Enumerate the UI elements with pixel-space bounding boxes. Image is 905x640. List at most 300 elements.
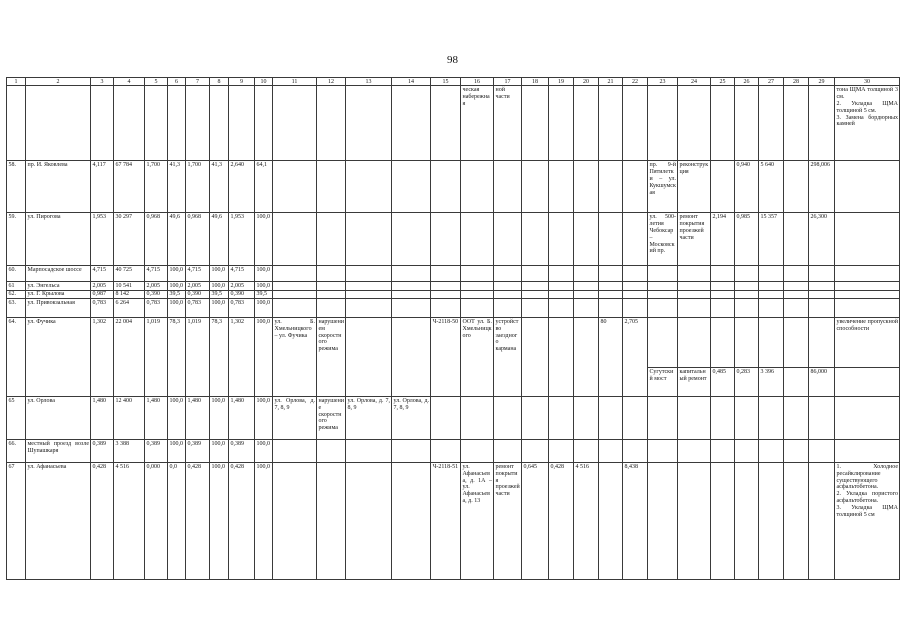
table-cell: ул. Орлова, д. 7, 8, 9 xyxy=(392,397,431,440)
table-cell xyxy=(623,290,648,298)
row-number-cell: 65 xyxy=(7,397,26,440)
table-cell: 4 516 xyxy=(574,463,599,580)
table-cell: 1,480 xyxy=(229,397,255,440)
table-cell: 1,480 xyxy=(91,397,114,440)
table-cell xyxy=(711,318,735,368)
table-cell: 2,005 xyxy=(145,282,168,290)
table-cell: 0,428 xyxy=(186,463,210,580)
table-cell xyxy=(784,397,809,440)
table-row xyxy=(7,161,900,213)
table-cell: 15 357 xyxy=(759,213,784,266)
street-name-cell: ул. Орлова xyxy=(26,397,91,440)
table-cell xyxy=(494,282,522,290)
table-cell xyxy=(599,86,623,161)
table-cell xyxy=(784,368,809,397)
table-cell: 100,0 xyxy=(255,397,273,440)
table-cell xyxy=(784,299,809,318)
table-cell xyxy=(648,266,678,282)
table-cell: 1,019 xyxy=(186,318,210,397)
column-number: 8 xyxy=(210,78,229,86)
column-number: 30 xyxy=(835,78,900,86)
table-row xyxy=(7,397,900,440)
table-cell xyxy=(392,266,431,282)
table-cell xyxy=(735,318,759,368)
table-cell: 49,6 xyxy=(168,213,186,266)
table-cell xyxy=(784,86,809,161)
table-cell xyxy=(678,463,711,580)
table-cell xyxy=(784,463,809,580)
table-cell: 0,783 xyxy=(229,299,255,318)
table-row xyxy=(7,440,900,463)
table-cell: увеличение пропускной способности xyxy=(835,318,900,368)
table-cell xyxy=(494,397,522,440)
table-cell: 0,428 xyxy=(229,463,255,580)
table-cell: 100,0 xyxy=(255,213,273,266)
row-number-cell: 60. xyxy=(7,266,26,282)
table-cell xyxy=(623,213,648,266)
table-cell: 0,389 xyxy=(91,440,114,463)
table-cell xyxy=(431,266,461,282)
table-cell xyxy=(431,213,461,266)
table-cell: 0,428 xyxy=(91,463,114,580)
table-cell: 0,390 xyxy=(229,290,255,298)
table-cell xyxy=(317,440,346,463)
column-number: 12 xyxy=(317,78,346,86)
table-cell xyxy=(549,213,574,266)
table-cell xyxy=(574,299,599,318)
table-cell xyxy=(392,282,431,290)
table-cell: 0,389 xyxy=(229,440,255,463)
table-cell xyxy=(522,161,549,213)
street-name-cell: пр. И. Яковлева xyxy=(26,161,91,213)
table-cell xyxy=(522,213,549,266)
table-cell: 100,0 xyxy=(210,397,229,440)
table-cell: ной части xyxy=(494,86,522,161)
table-cell xyxy=(623,397,648,440)
column-number: 10 xyxy=(255,78,273,86)
table-cell xyxy=(759,282,784,290)
table-cell xyxy=(623,440,648,463)
table-cell xyxy=(711,440,735,463)
column-number: 19 xyxy=(549,78,574,86)
column-number: 22 xyxy=(623,78,648,86)
column-number: 23 xyxy=(648,78,678,86)
table-cell xyxy=(494,440,522,463)
table-cell xyxy=(574,318,599,397)
column-number: 6 xyxy=(168,78,186,86)
table-cell: капитальный ремонт xyxy=(678,368,711,397)
table-cell xyxy=(273,290,317,298)
table-cell xyxy=(549,266,574,282)
table-cell xyxy=(648,318,678,368)
street-name-cell xyxy=(26,86,91,161)
table-cell: 100,0 xyxy=(255,318,273,397)
table-cell: 12 400 xyxy=(114,397,145,440)
table-cell xyxy=(461,440,494,463)
table-cell: 100,0 xyxy=(255,299,273,318)
table-cell xyxy=(735,290,759,298)
street-name-cell: ул. Энгельса xyxy=(26,282,91,290)
table-cell xyxy=(735,86,759,161)
table-cell xyxy=(784,282,809,290)
table-cell xyxy=(835,397,900,440)
table-cell: 4,715 xyxy=(186,266,210,282)
table-cell xyxy=(759,397,784,440)
row-number-cell xyxy=(7,86,26,161)
table-cell xyxy=(392,318,431,397)
column-number: 1 xyxy=(7,78,26,86)
table-cell xyxy=(623,266,648,282)
table-cell xyxy=(835,161,900,213)
table-cell: ремонт покрытия проезжей части xyxy=(678,213,711,266)
table-cell: Сугутский мост xyxy=(648,368,678,397)
table-cell xyxy=(346,266,392,282)
table-cell: 298,006 xyxy=(809,161,835,213)
table-cell xyxy=(784,318,809,368)
table-cell: 8,438 xyxy=(623,463,648,580)
table-cell xyxy=(522,318,549,397)
table-cell xyxy=(494,213,522,266)
table-cell: 30 297 xyxy=(114,213,145,266)
street-name-cell: ул. Г. Крылова xyxy=(26,290,91,298)
table-cell xyxy=(678,299,711,318)
table-cell xyxy=(461,290,494,298)
table-cell xyxy=(392,440,431,463)
table-cell: 100,0 xyxy=(168,397,186,440)
table-cell: нарушение скоростного режима xyxy=(317,397,346,440)
table-cell: 1,700 xyxy=(145,161,168,213)
table-cell xyxy=(461,213,494,266)
column-number: 25 xyxy=(711,78,735,86)
table-cell xyxy=(91,86,114,161)
table-cell xyxy=(346,86,392,161)
table-cell xyxy=(574,86,599,161)
table-cell: ул. Орлова, д. 7, 8, 9 xyxy=(346,397,392,440)
table-cell xyxy=(273,299,317,318)
table-cell: 22 004 xyxy=(114,318,145,397)
row-number-cell: 67 xyxy=(7,463,26,580)
table-cell xyxy=(599,290,623,298)
table-cell xyxy=(599,463,623,580)
table-cell xyxy=(648,290,678,298)
table-cell: 6 264 xyxy=(114,299,145,318)
column-number: 17 xyxy=(494,78,522,86)
table-cell: 78,3 xyxy=(168,318,186,397)
table-cell xyxy=(835,282,900,290)
table-cell xyxy=(522,397,549,440)
table-cell xyxy=(549,299,574,318)
street-name-cell: ул. Привокзальная xyxy=(26,299,91,318)
table-cell: 100,0 xyxy=(168,266,186,282)
table-cell: ул. Афанасьева, д. 1А – ул. Афанасьева, д. 13 xyxy=(461,463,494,580)
table-cell xyxy=(461,299,494,318)
table-cell: 3 388 xyxy=(114,440,145,463)
table-row xyxy=(7,290,900,298)
table-cell xyxy=(346,440,392,463)
table-cell: 100,0 xyxy=(210,463,229,580)
table-cell: 41,3 xyxy=(210,161,229,213)
table-cell: 0,987 xyxy=(91,290,114,298)
table-cell xyxy=(273,161,317,213)
table-cell xyxy=(574,290,599,298)
table-cell: 67 784 xyxy=(114,161,145,213)
table-cell: 1,953 xyxy=(229,213,255,266)
table-cell: 100,0 xyxy=(255,266,273,282)
table-cell xyxy=(835,266,900,282)
table-cell: 3 396 xyxy=(759,368,784,397)
table-cell xyxy=(759,318,784,368)
table-cell xyxy=(574,282,599,290)
column-number: 13 xyxy=(346,78,392,86)
column-number: 7 xyxy=(186,78,210,86)
table-cell xyxy=(711,161,735,213)
table-cell xyxy=(623,86,648,161)
table-cell xyxy=(711,463,735,580)
table-cell: 49,6 xyxy=(210,213,229,266)
table-cell xyxy=(784,290,809,298)
table-cell xyxy=(648,86,678,161)
table-cell xyxy=(522,86,549,161)
table-cell: 1,302 xyxy=(91,318,114,397)
table-cell: тона ЩМА толщиной 3 см. 2. Укладка ЩМА толщиной 5 см. 3. Замена бордюрных камней xyxy=(835,86,900,161)
table-cell xyxy=(711,266,735,282)
table-row xyxy=(7,213,900,266)
table-cell xyxy=(711,282,735,290)
table-cell xyxy=(784,161,809,213)
table-cell xyxy=(346,161,392,213)
table-cell xyxy=(784,440,809,463)
table-cell: 0,783 xyxy=(145,299,168,318)
table-cell: ул. 500-летия Чебоксар – Московский пр. xyxy=(648,213,678,266)
table-cell xyxy=(549,440,574,463)
table-cell: ческая набережная xyxy=(461,86,494,161)
table-cell xyxy=(599,440,623,463)
table-cell xyxy=(114,86,145,161)
table-cell: 100,0 xyxy=(168,440,186,463)
table-cell: 100,0 xyxy=(210,282,229,290)
table-row xyxy=(7,463,900,580)
table-cell xyxy=(809,86,835,161)
table-cell xyxy=(549,318,574,397)
column-number: 3 xyxy=(91,78,114,86)
table-cell xyxy=(549,397,574,440)
row-number-cell: 63. xyxy=(7,299,26,318)
table-cell xyxy=(759,299,784,318)
table-cell xyxy=(623,299,648,318)
row-number-cell: 61 xyxy=(7,282,26,290)
table-cell xyxy=(494,161,522,213)
table-cell xyxy=(759,440,784,463)
table-cell xyxy=(522,266,549,282)
table-cell xyxy=(648,282,678,290)
table-cell xyxy=(835,440,900,463)
table-cell xyxy=(317,282,346,290)
table-cell xyxy=(392,290,431,298)
table-cell xyxy=(678,290,711,298)
column-number: 18 xyxy=(522,78,549,86)
table-cell xyxy=(273,266,317,282)
table-cell: 64,1 xyxy=(255,161,273,213)
column-number: 20 xyxy=(574,78,599,86)
table-cell: 39,5 xyxy=(255,290,273,298)
table-cell: 4,715 xyxy=(145,266,168,282)
table-cell: 80 xyxy=(599,318,623,397)
page-number: 98 xyxy=(447,54,458,66)
table-cell: 41,3 xyxy=(168,161,186,213)
table-cell: 78,3 xyxy=(210,318,229,397)
table-cell xyxy=(574,440,599,463)
table-row xyxy=(7,299,900,318)
table-cell xyxy=(735,397,759,440)
table-cell: 1,480 xyxy=(186,397,210,440)
table-cell xyxy=(255,86,273,161)
table-cell xyxy=(711,86,735,161)
table-cell xyxy=(549,86,574,161)
table-row xyxy=(7,266,900,282)
table-cell: 40 725 xyxy=(114,266,145,282)
table-cell: 100,0 xyxy=(168,299,186,318)
table-cell xyxy=(346,290,392,298)
table-cell xyxy=(735,299,759,318)
table-row xyxy=(7,318,900,368)
table-cell xyxy=(494,266,522,282)
table-cell xyxy=(735,440,759,463)
table-cell xyxy=(648,299,678,318)
table-cell xyxy=(346,282,392,290)
table-cell: 1,480 xyxy=(145,397,168,440)
column-number: 15 xyxy=(431,78,461,86)
table-cell xyxy=(431,397,461,440)
table-cell xyxy=(759,266,784,282)
table-cell xyxy=(186,86,210,161)
table-cell xyxy=(461,397,494,440)
table-cell xyxy=(678,282,711,290)
table-cell xyxy=(759,86,784,161)
table-cell xyxy=(678,440,711,463)
table-cell xyxy=(599,266,623,282)
table-cell xyxy=(273,463,317,580)
table-cell xyxy=(835,368,900,397)
table-cell: 2,005 xyxy=(91,282,114,290)
table-cell: 0,389 xyxy=(145,440,168,463)
table-cell xyxy=(431,282,461,290)
table-cell: 2,705 xyxy=(623,318,648,397)
table-cell xyxy=(809,290,835,298)
row-number-cell: 64. xyxy=(7,318,26,397)
column-number: 27 xyxy=(759,78,784,86)
column-numbers-row xyxy=(7,78,900,86)
row-number-cell: 62. xyxy=(7,290,26,298)
table-cell xyxy=(317,213,346,266)
table-cell xyxy=(346,463,392,580)
table-cell xyxy=(392,86,431,161)
table-cell xyxy=(735,463,759,580)
table-cell xyxy=(711,299,735,318)
table-cell xyxy=(835,290,900,298)
table-cell: 100,0 xyxy=(255,282,273,290)
table-cell: 0,968 xyxy=(186,213,210,266)
table-cell xyxy=(168,86,186,161)
table-cell: 0,390 xyxy=(145,290,168,298)
table-cell xyxy=(317,463,346,580)
table-cell xyxy=(678,318,711,368)
table-cell: ООТ ул. Б. Хмельницкого xyxy=(461,318,494,397)
table-cell xyxy=(678,86,711,161)
column-number: 11 xyxy=(273,78,317,86)
table-row xyxy=(7,86,900,161)
table-cell xyxy=(392,161,431,213)
table-cell xyxy=(273,86,317,161)
table-cell: 100,0 xyxy=(210,440,229,463)
table-cell xyxy=(522,299,549,318)
street-name-cell: ул. Пирогова xyxy=(26,213,91,266)
table-cell xyxy=(549,282,574,290)
table-cell xyxy=(648,440,678,463)
table-cell: 100,0 xyxy=(255,440,273,463)
table-cell xyxy=(392,463,431,580)
table-cell: 0,0 xyxy=(168,463,186,580)
column-number: 9 xyxy=(229,78,255,86)
table-cell: реконструкция xyxy=(678,161,711,213)
table-cell: 4,117 xyxy=(91,161,114,213)
table-cell: 26,300 xyxy=(809,213,835,266)
column-number: 28 xyxy=(784,78,809,86)
table-cell: 2,005 xyxy=(186,282,210,290)
street-name-cell: местный проезд возле Шупашкаря xyxy=(26,440,91,463)
table-cell xyxy=(599,161,623,213)
table-cell: 0,428 xyxy=(549,463,574,580)
table-cell: 0,389 xyxy=(186,440,210,463)
table-cell: 0,645 xyxy=(522,463,549,580)
table-cell xyxy=(784,266,809,282)
table-cell: ремонт покрытия проезжей части xyxy=(494,463,522,580)
table-cell: 1. Холодное ресайклирование существующего асфальтобетона. 2. Укладка пористого асфальтобетона. 3. Укладка ЩМА толщиной 5 см xyxy=(835,463,900,580)
table-cell xyxy=(431,161,461,213)
table-cell: 8 142 xyxy=(114,290,145,298)
table-cell xyxy=(759,463,784,580)
table-cell: 2,640 xyxy=(229,161,255,213)
table-cell: 100,0 xyxy=(210,299,229,318)
table-cell: ул. Б. Хмельницкого – ул. Фучика xyxy=(273,318,317,397)
column-number: 26 xyxy=(735,78,759,86)
table-cell xyxy=(648,397,678,440)
table-cell xyxy=(273,213,317,266)
table-cell xyxy=(809,463,835,580)
table-cell: 1,302 xyxy=(229,318,255,397)
table-cell xyxy=(494,299,522,318)
table-cell xyxy=(273,282,317,290)
table-cell xyxy=(461,266,494,282)
table-cell xyxy=(809,282,835,290)
table-cell: 0,000 xyxy=(145,463,168,580)
table-cell: 4,715 xyxy=(229,266,255,282)
table-cell: 100,0 xyxy=(168,282,186,290)
table-cell xyxy=(317,266,346,282)
column-number: 2 xyxy=(26,78,91,86)
table-cell: 5 640 xyxy=(759,161,784,213)
table-cell xyxy=(623,161,648,213)
table-cell xyxy=(599,397,623,440)
table-cell xyxy=(574,161,599,213)
table-cell xyxy=(431,299,461,318)
street-name-cell: Марпосадское шоссе xyxy=(26,266,91,282)
table-cell: устройство заездного кармана xyxy=(494,318,522,397)
table-cell xyxy=(549,161,574,213)
table-cell xyxy=(735,266,759,282)
table-cell xyxy=(461,161,494,213)
table-cell xyxy=(784,213,809,266)
table-cell xyxy=(574,213,599,266)
